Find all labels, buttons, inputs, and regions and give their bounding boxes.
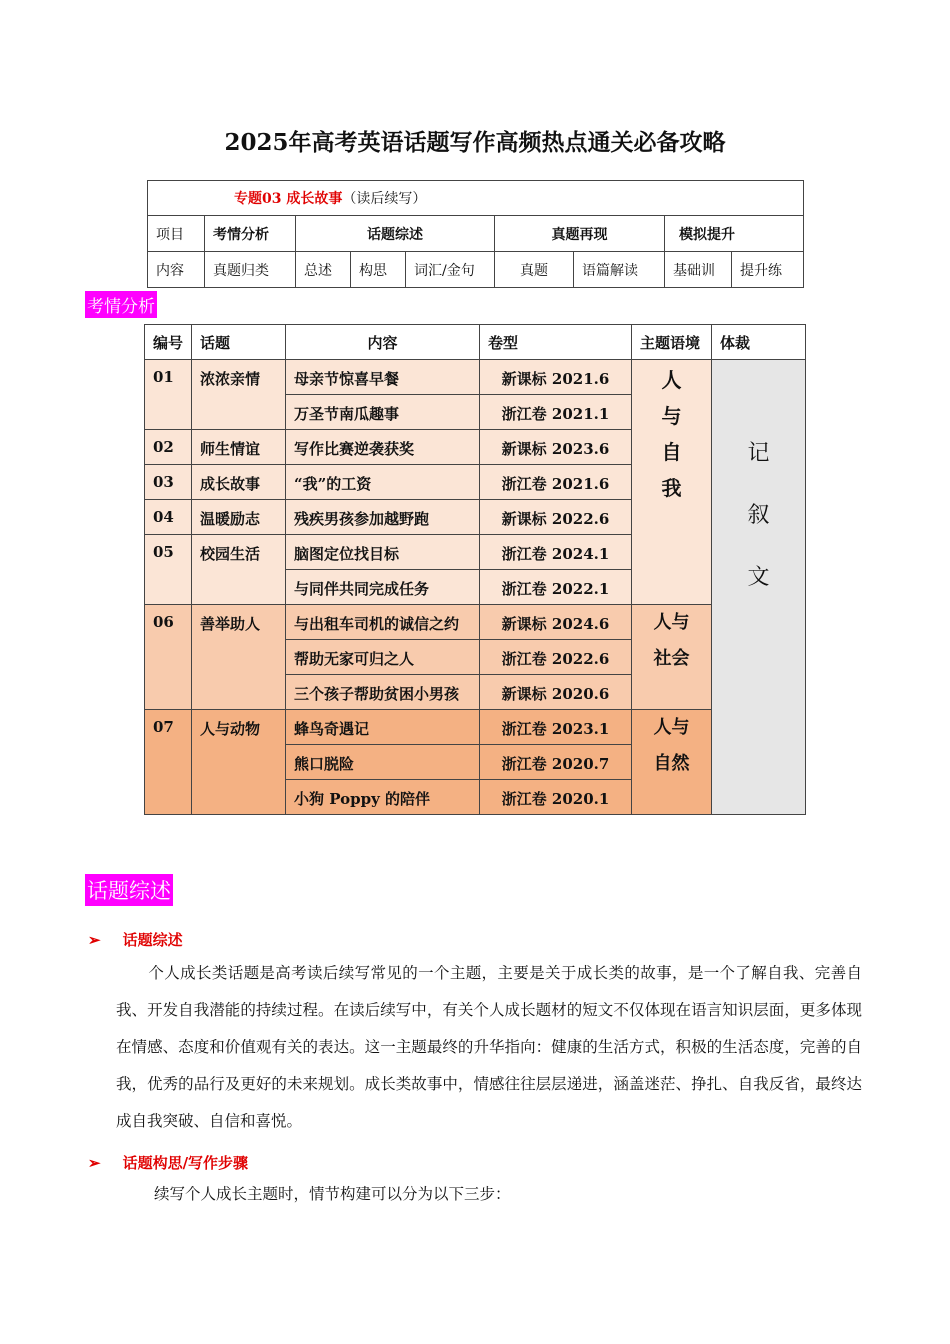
header-content: 内容 [286, 325, 480, 360]
row-topic: 温暖励志 [192, 500, 286, 535]
row-content: 蜂鸟奇遇记 [286, 710, 480, 745]
row-topic: 浓浓亲情 [192, 360, 286, 430]
row-topic: 师生情谊 [192, 430, 286, 465]
row-content: 三个孩子帮助贫困小男孩 [286, 675, 480, 710]
row-paper: 浙江卷 2020.1 [480, 780, 632, 815]
project-item-analysis: 考情分析 [205, 216, 296, 252]
arrow-icon: ➢ [88, 1154, 101, 1172]
context-cell-3 [632, 710, 712, 815]
row-no: 01 [145, 360, 192, 430]
context-line: 社会 [653, 648, 690, 669]
project-item-overview: 话题综述 [296, 216, 495, 252]
row-no: 06 [145, 605, 192, 710]
row-paper: 浙江卷 2021.6 [480, 465, 632, 500]
project-item-exam: 真题再现 [495, 216, 665, 252]
row-no: 02 [145, 430, 192, 465]
row-content: 万圣节南瓜趣事 [286, 395, 480, 430]
page-title: 2025年高考英语话题写作高频热点通关必备攻略 [224, 129, 726, 156]
row-content: 小狗 Poppy 的陪伴 [286, 780, 480, 815]
row-no: 04 [145, 500, 192, 535]
row-content: 脑图定位找目标 [286, 535, 480, 570]
row-topic: 人与动物 [192, 710, 286, 815]
row-paper: 新课标 2021.6 [480, 360, 632, 395]
row-paper: 新课标 2022.6 [480, 500, 632, 535]
section1-heading-text: 话题综述 [122, 931, 183, 949]
row-content: 与同伴共同完成任务 [286, 570, 480, 605]
section2-heading-text: 话题构思/写作步骤 [122, 1154, 249, 1172]
row-paper: 浙江卷 2022.1 [480, 570, 632, 605]
row-no: 03 [145, 465, 192, 500]
row-paper: 新课标 2023.6 [480, 430, 632, 465]
header-genre: 体裁 [712, 325, 806, 360]
section2-heading [88, 1152, 248, 1173]
row-content: 与出租车司机的诚信之约 [286, 605, 480, 640]
topic-suffix: （读后续写） [342, 191, 427, 207]
topic-name: 专题03 成长故事 [234, 191, 343, 207]
content-item: 基础训 [665, 252, 732, 288]
row-paper: 浙江卷 2020.7 [480, 745, 632, 780]
row-paper: 浙江卷 2022.6 [480, 640, 632, 675]
row-no: 07 [145, 710, 192, 815]
context-line: 人与 [653, 717, 690, 738]
genre-char: 记 [747, 441, 770, 466]
genre-char: 叙 [747, 503, 770, 528]
row-topic: 校园生活 [192, 535, 286, 605]
arrow-icon: ➢ [88, 931, 101, 949]
content-item: 构思 [351, 252, 406, 288]
context-char: 自 [661, 440, 682, 464]
header-paper: 卷型 [480, 325, 632, 360]
context-char: 我 [661, 476, 682, 500]
content-item: 提升练 [732, 252, 804, 288]
section-tag-overview: 话题综述 [85, 874, 173, 906]
row-content: 写作比赛逆袭获奖 [286, 430, 480, 465]
content-item: 真题归类 [205, 252, 296, 288]
topic-table [147, 180, 804, 288]
header-topic: 话题 [192, 325, 286, 360]
section-tag-analysis: 考情分析 [85, 291, 157, 318]
context-cell-1 [632, 360, 712, 605]
genre-cell [712, 360, 806, 815]
row-paper: 浙江卷 2021.1 [480, 395, 632, 430]
header-no: 编号 [145, 325, 192, 360]
row-paper: 新课标 2024.6 [480, 605, 632, 640]
row-content: 帮助无家可归之人 [286, 640, 480, 675]
row-topic: 成长故事 [192, 465, 286, 500]
project-label: 项目 [148, 216, 205, 252]
content-item: 词汇/金句 [406, 252, 495, 288]
genre-char: 文 [747, 565, 770, 590]
context-line: 人与 [653, 612, 690, 633]
row-paper: 新课标 2020.6 [480, 675, 632, 710]
content-item: 语篇解读 [574, 252, 665, 288]
header-context: 主题语境 [632, 325, 712, 360]
context-char: 与 [661, 404, 682, 428]
context-cell-2 [632, 605, 712, 710]
row-no: 05 [145, 535, 192, 605]
context-line: 自然 [653, 753, 690, 774]
row-topic: 善举助人 [192, 605, 286, 710]
row-content: 母亲节惊喜早餐 [286, 360, 480, 395]
row-content: 残疾男孩参加越野跑 [286, 500, 480, 535]
section2-paragraph [116, 1176, 862, 1213]
content-item: 真题 [495, 252, 574, 288]
row-content: 熊口脱险 [286, 745, 480, 780]
context-char: 人 [661, 368, 682, 392]
section1-paragraph-text: 个人成长类话题是高考读后续写常见的一个主题，主要是关于成长类的故事，是一个了解自我、完善自我、开发自我潜能的持续过程。在读后续写中，有关个人成长题材的短文不仅体现在语言知识层面，更多体现在情感、态度和价值观有关的表达。这一主题最终的升华指向：健康的生活方式，积极的生活态度，完善的自我，优秀的品行及更好的未来规划。成长类故事中，情感往往层层递进，涵盖迷茫、挣扎、自我反省，最终达成自我突破、自信和喜悦。 [116, 964, 862, 1130]
row-paper: 浙江卷 2023.1 [480, 710, 632, 745]
row-content: “我”的工资 [286, 465, 480, 500]
section2-paragraph-text: 续写个人成长主题时，情节构建可以分为以下三步： [154, 1185, 511, 1203]
section1-paragraph [116, 955, 862, 1140]
row-paper: 浙江卷 2024.1 [480, 535, 632, 570]
project-item-practice: 模拟提升 [665, 216, 804, 252]
content-label: 内容 [148, 252, 205, 288]
topic-header-cell [148, 181, 804, 216]
analysis-table [144, 324, 806, 815]
section1-heading [88, 929, 183, 950]
content-item: 总述 [296, 252, 351, 288]
